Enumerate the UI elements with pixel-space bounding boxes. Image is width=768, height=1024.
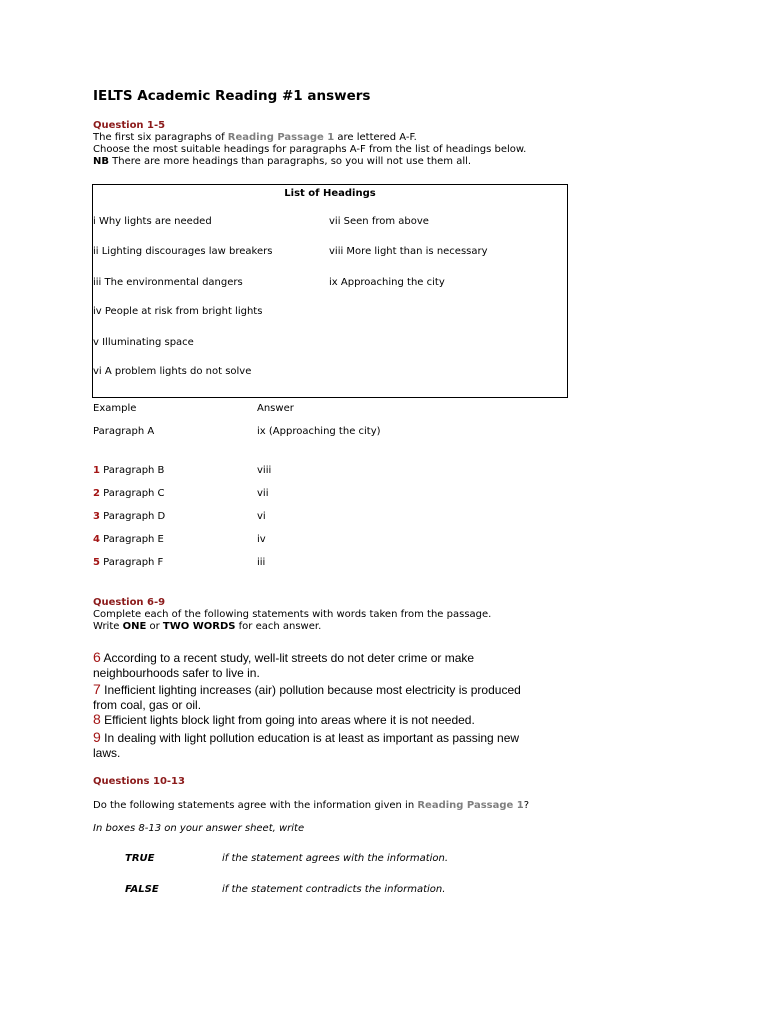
heading-item: ix Approaching the city — [329, 277, 445, 288]
statement-text: Inefficient lighting increases (air) pollution because most electricity is produced — [104, 683, 521, 697]
row-answer: viii — [257, 465, 272, 476]
row-answer: vii — [257, 488, 269, 499]
q2-instruction-line1: Complete each of the following statements with words taken from the passage. — [93, 609, 492, 620]
row-answer: vi — [257, 511, 266, 522]
q2-line2-post: for each answer. — [235, 621, 322, 632]
heading-item: ii Lighting discourages law breakers — [93, 246, 273, 257]
list-of-headings-title: List of Headings — [284, 188, 376, 199]
row-answer: iv — [257, 534, 266, 545]
statement-text-cont: from coal, gas or oil. — [93, 698, 202, 712]
question-10-13-heading: Questions 10-13 — [93, 776, 185, 787]
answer-row-2 — [93, 488, 165, 500]
q1-instruction-line1 — [93, 132, 417, 144]
statement-8 — [93, 712, 475, 728]
heading-item: iv People at risk from bright lights — [93, 306, 263, 317]
statement-text: Efficient lights block light from going into areas where it is not needed. — [104, 713, 475, 727]
heading-item: vi A problem lights do not solve — [93, 366, 252, 377]
page-title: IELTS Academic Reading #1 answers — [93, 88, 371, 104]
statement-7 — [93, 682, 521, 713]
row-paragraph: Paragraph D — [103, 511, 166, 522]
q2-line2-pre: Write — [93, 621, 123, 632]
answer-row-1 — [93, 465, 164, 477]
question-6-9-heading: Question 6-9 — [93, 597, 166, 608]
row-answer: iii — [257, 557, 266, 568]
statement-number: 9 — [93, 729, 101, 745]
statement-text-cont: laws. — [93, 746, 121, 760]
row-paragraph: Paragraph F — [103, 557, 164, 568]
answer-row-3 — [93, 511, 165, 523]
row-number: 1 — [93, 465, 100, 476]
heading-item: viii More light than is necessary — [329, 246, 488, 257]
heading-item: i Why lights are needed — [93, 216, 212, 227]
one-word-label: ONE — [122, 621, 147, 632]
row-paragraph: Paragraph C — [103, 488, 165, 499]
q1-line1-post: are lettered A-F. — [334, 132, 417, 143]
q3-instruction-line2: In boxes 8-13 on your answer sheet, write — [93, 823, 305, 834]
q3-instruction-line1 — [93, 800, 529, 812]
statement-text-cont: neighbourhoods safer to live in. — [93, 666, 260, 680]
two-words-label: TWO WORDS — [162, 621, 236, 632]
row-number: 5 — [93, 557, 100, 568]
statement-6 — [93, 650, 474, 681]
answer-row-4 — [93, 534, 164, 546]
list-of-headings-box — [92, 184, 568, 398]
statement-text: In dealing with light pollution education is at least as important as passing new — [104, 731, 520, 745]
reading-passage-link: Reading Passage 1 — [417, 800, 524, 811]
nb-label: NB — [93, 156, 109, 167]
true-description: if the statement agrees with the information. — [222, 853, 449, 864]
example-paragraph: Paragraph A — [93, 426, 155, 437]
statement-number: 8 — [93, 711, 101, 727]
row-number: 3 — [93, 511, 100, 522]
q1-line1-pre: The first six paragraphs of — [93, 132, 228, 143]
example-column-header: Example — [93, 403, 137, 414]
false-description: if the statement contradicts the information. — [222, 884, 446, 895]
q2-instruction-line2 — [93, 621, 321, 633]
row-number: 4 — [93, 534, 100, 545]
question-1-5-heading: Question 1-5 — [93, 120, 166, 131]
nb-text: There are more headings than paragraphs, so you will not use them all. — [109, 156, 472, 167]
row-number: 2 — [93, 488, 100, 499]
true-label: TRUE — [125, 853, 155, 864]
example-answer: ix (Approaching the city) — [257, 426, 381, 437]
heading-item: iii The environmental dangers — [93, 277, 243, 288]
reading-passage-link: Reading Passage 1 — [227, 132, 335, 143]
q2-line2-mid: or — [146, 621, 163, 632]
heading-item: v Illuminating space — [93, 337, 194, 348]
answer-column-header: Answer — [257, 403, 294, 414]
q3-line1-pre: Do the following statements agree with the information given in — [93, 800, 418, 811]
statement-text: According to a recent study, well-lit streets do not deter crime or make — [103, 651, 475, 665]
q3-line1-post: ? — [523, 800, 530, 811]
statement-9 — [93, 730, 519, 761]
row-paragraph: Paragraph E — [103, 534, 164, 545]
statement-number: 7 — [93, 681, 101, 697]
row-paragraph: Paragraph B — [103, 465, 165, 476]
q1-instruction-line3 — [93, 156, 471, 168]
statement-number: 6 — [93, 649, 101, 665]
answer-row-5 — [93, 557, 163, 569]
q1-instruction-line2: Choose the most suitable headings for paragraphs A-F from the list of headings below. — [93, 144, 527, 155]
false-label: FALSE — [125, 884, 159, 895]
heading-item: vii Seen from above — [329, 216, 429, 227]
